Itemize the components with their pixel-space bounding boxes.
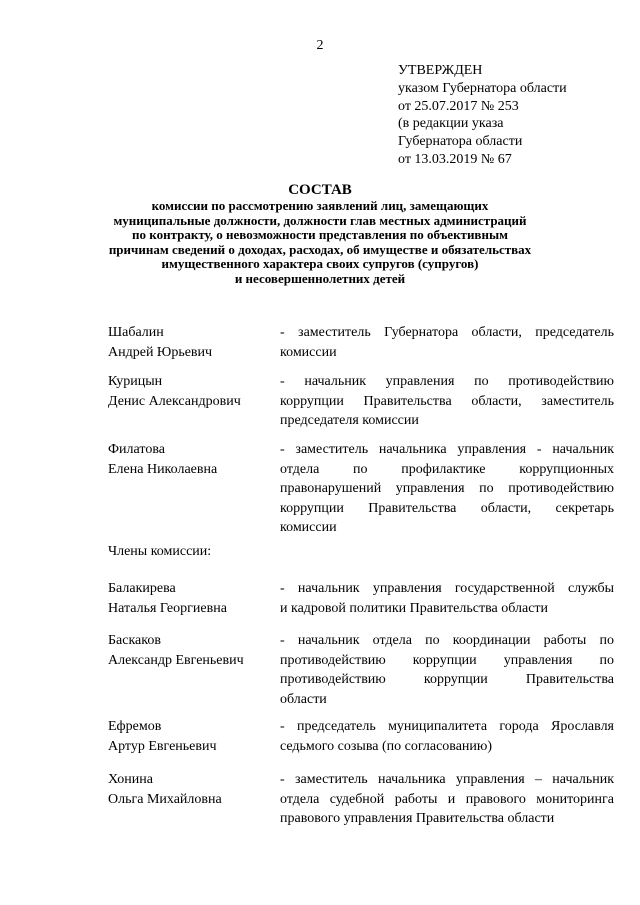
role-line: - начальник отдела по координации работы по	[280, 633, 614, 648]
approval-stamp	[398, 62, 567, 169]
member-name	[108, 323, 278, 362]
role-line: и кадровой политики Правительства области	[280, 600, 549, 616]
member-name	[108, 372, 278, 411]
role-line: противодействию коррупции управления по	[280, 652, 614, 668]
role-line: отдела судебной работы и правового мониторинга	[280, 791, 614, 807]
member-name	[108, 579, 278, 618]
member-name	[108, 770, 278, 809]
subtitle-line: муниципальные должности, должности глав местных администраций	[113, 212, 527, 228]
subtitle-line: имущественного характера своих супругов (супругов)	[161, 256, 479, 272]
page-number: 2	[316, 38, 324, 53]
role-line: правового управления Правительства области	[280, 811, 555, 826]
approval-line: (в редакции указа	[398, 116, 504, 132]
subtitle-line: и несовершеннолетних детей	[234, 270, 406, 286]
role-line: комиссии	[280, 520, 337, 535]
role-line: седьмого созыва (по согласованию)	[280, 738, 493, 754]
role-line: коррупции Правительства области, секретарь	[280, 500, 614, 516]
member-role	[280, 372, 614, 431]
member-role	[280, 717, 614, 756]
member-surname: Баскаков	[108, 633, 161, 648]
member-given-name: Ольга Михайловна	[108, 791, 222, 807]
role-line: противодействию коррупции Правительства	[280, 672, 614, 687]
approval-line: от 25.07.2017 № 253	[398, 98, 519, 114]
member-name	[108, 631, 278, 670]
members-section-label: Члены комиссии:	[108, 544, 212, 559]
role-line: - заместитель Губернатора области, председатель	[280, 325, 614, 340]
role-line: - заместитель начальника управления - начальник	[280, 442, 614, 457]
role-line: отдела по профилактике коррупционных	[280, 461, 614, 477]
member-surname: Балакирева	[108, 581, 176, 596]
member-role	[280, 579, 614, 618]
role-line: правонарушений управления по противодействию	[280, 481, 614, 496]
approval-line: указом Губернатора области	[398, 80, 567, 96]
role-line: - заместитель начальника управления – начальник	[280, 772, 614, 787]
member-role	[280, 770, 614, 829]
role-line: области	[280, 691, 327, 707]
role-line: - начальник управления по противодействию	[280, 374, 614, 389]
member-surname: Хонина	[108, 772, 153, 787]
approval-line: Губернатора области	[398, 134, 523, 150]
member-surname: Курицын	[108, 374, 163, 389]
member-role	[280, 631, 614, 709]
role-line: комиссии	[280, 344, 337, 360]
subtitle-line: причинам сведений о доходах, расходах, об имуществе и обязательствах	[108, 241, 532, 257]
member-given-name: Наталья Георгиевна	[108, 600, 227, 616]
member-name	[108, 717, 278, 756]
member-role	[280, 440, 614, 538]
member-given-name: Артур Евгеньевич	[108, 738, 217, 754]
approval-line: от 13.03.2019 № 67	[398, 151, 512, 167]
subtitle-line: по контракту, о невозможности представления по объективным	[132, 227, 508, 243]
approval-line: УТВЕРЖДЕН	[398, 63, 483, 78]
document-title: СОСТАВ	[288, 182, 352, 198]
role-line: - председатель муниципалитета города Ярославля	[280, 719, 614, 734]
member-role	[280, 323, 614, 362]
role-line: коррупции Правительства области, заместитель	[280, 393, 614, 409]
role-line: - начальник управления государственной службы	[280, 581, 614, 596]
member-surname: Ефремов	[108, 719, 162, 734]
member-given-name: Андрей Юрьевич	[108, 344, 213, 360]
document-subtitle	[90, 199, 550, 287]
member-given-name: Денис Александрович	[108, 393, 241, 409]
member-surname: Шабалин	[108, 325, 164, 340]
member-name	[108, 440, 278, 479]
member-given-name: Елена Николаевна	[108, 461, 218, 477]
member-given-name: Александр Евгеньевич	[108, 652, 244, 668]
member-surname: Филатова	[108, 442, 165, 457]
subtitle-line: комиссии по рассмотрению заявлений лиц, замещающих	[151, 198, 489, 213]
role-line: председателя комиссии	[280, 413, 419, 428]
